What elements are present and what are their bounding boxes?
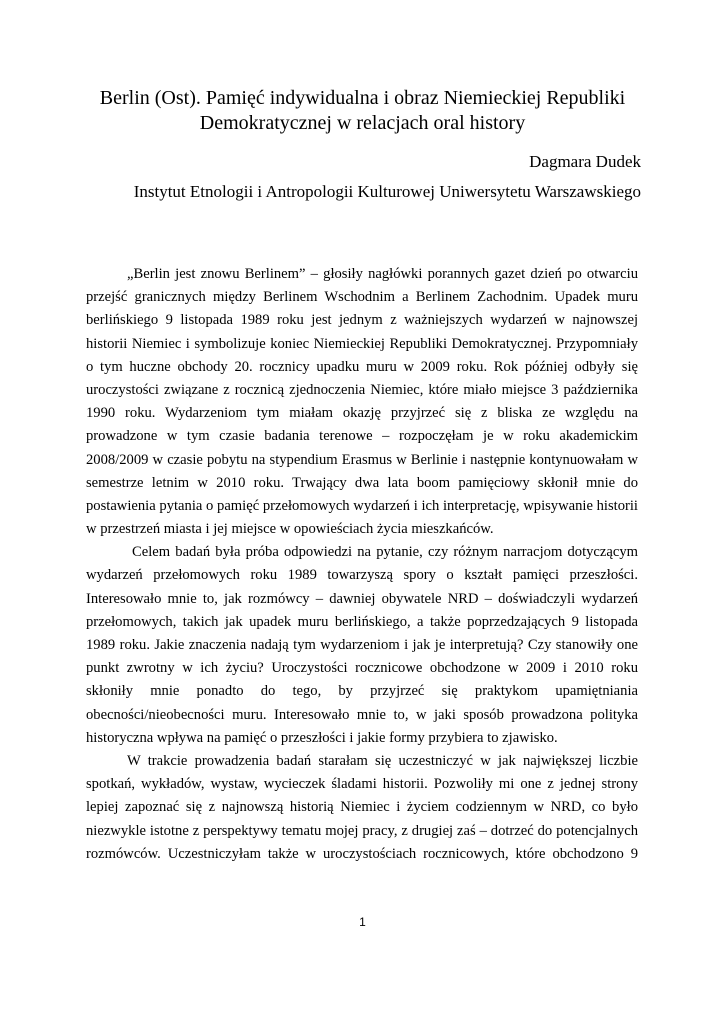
paragraph-2 [86,541,638,750]
text-line: berlińskiego 9 listopada 1989 roku jest jednym z ważniejszych wydarzeń w najnowszej [86,312,638,329]
title-line-1: Berlin (Ost). Pamięć indywidualna i obraz Niemieckiej Republiki [99,87,626,109]
text-line: w przestrzeń miasta i jej miejsce w opowieściach życia mieszkańców. [86,521,494,538]
paragraph-3 [86,750,638,866]
text-line: o tym huczne obchody 20. rocznicy upadku muru w 2009 roku. Rok później odbyły się [86,358,638,375]
body-text [86,263,638,866]
paragraph-1 [86,263,638,541]
text-line: 1989 roku. Jakie znaczenia nadają tym wydarzeniom i jak je interpretują? Czy stanowiły one [86,637,638,653]
text-line: przełomowych, takich jak upadek muru berlińskiego, a także poprzedzających 9 listopada [86,613,638,630]
text-line: przejść granicznych między Berlinem Wschodnim a Berlinem Zachodnim. Upadek muru [86,289,638,306]
text-line: niezwykle istotne z perspektywy tematu mojej pracy, z drugiej zaś – dotrzeć do potencjalnych [86,822,638,839]
text-line: Celem badań była próba odpowiedzi na pytanie, czy różnym narracjom dotyczącym [132,544,638,561]
text-line: historii Niemiec i symbolizuje koniec Niemieckiej Republiki Demokratycznej. Przypomniały [86,335,638,352]
text-line: spotkań, wykładów, wystaw, wycieczek śladami historii. Pozwoliły mi one z jednej strony [86,776,638,793]
text-line: lepiej zapoznać się z najnowszą historią Niemiec i życiem codziennym w NRD, co było [86,799,638,816]
text-line: W trakcie prowadzenia badań starałam się uczestniczyć w jak największej liczbie [127,752,638,769]
author-affiliation: Instytut Etnologii i Antropologii Kulturowej Uniwersytetu Warszawskiego [133,182,641,201]
text-line: obecności/nieobecności muru. Interesowało mnie to, w jaki sposób prowadzona polityka [86,706,638,723]
document-title [90,86,635,136]
text-line: prowadzone w tym czasie badania terenowe – rozpoczęłam je w roku akademickim [86,428,638,445]
title-line-2: Demokratycznej w relacjach oral history [199,112,526,134]
text-line: 2008/2009 w czasie pobytu na stypendium Erasmus w Berlinie i następnie kontynuowałam w [86,451,638,468]
text-line: historyczna wpływa na pamięć o przeszłości i jakie formy przybiera to zjawisko. [86,729,558,746]
text-line: „Berlin jest znowu Berlinem” – głosiły nagłówki porannych gazet dzień po otwarciu [127,266,638,282]
text-line: Interesowało mnie to, jak rozmówcy – dawniej obywatele NRD – doświadczyli wydarzeń [86,590,638,607]
text-line: uroczystości związane z rocznicą zjednoczenia Niemiec, które miało miejsce 3 października [86,381,638,398]
text-line: semestrze letnim w 2010 roku. Trwający dwa lata boom pamięciowy skłonił mnie do [86,474,638,491]
page-number: 1 [359,915,366,929]
author-name: Dagmara Dudek [529,152,641,171]
text-line: punkt zwrotny w ich życiu? Uroczystości rocznicowe obchodzone w 2009 i 2010 roku [86,660,638,677]
text-line: 1990 roku. Wydarzeniom tym miałam okazję przyjrzeć się z bliska ze względu na [86,405,638,422]
text-line: postawienia pytania o pamięć przełomowych wydarzeń i ich interpretację, wpisywanie historii [86,497,638,514]
text-line: rozmówców. Uczestniczyłam także w uroczystościach rocznicowych, które obchodzono 9 [86,845,638,862]
text-line: skłoniły mnie ponadto do tego, by przyjrzeć się praktykom upamiętniania [86,683,638,700]
text-line: wydarzeń przełomowych roku 1989 towarzyszą spory o kształt pamięci przeszłości. [86,567,638,584]
